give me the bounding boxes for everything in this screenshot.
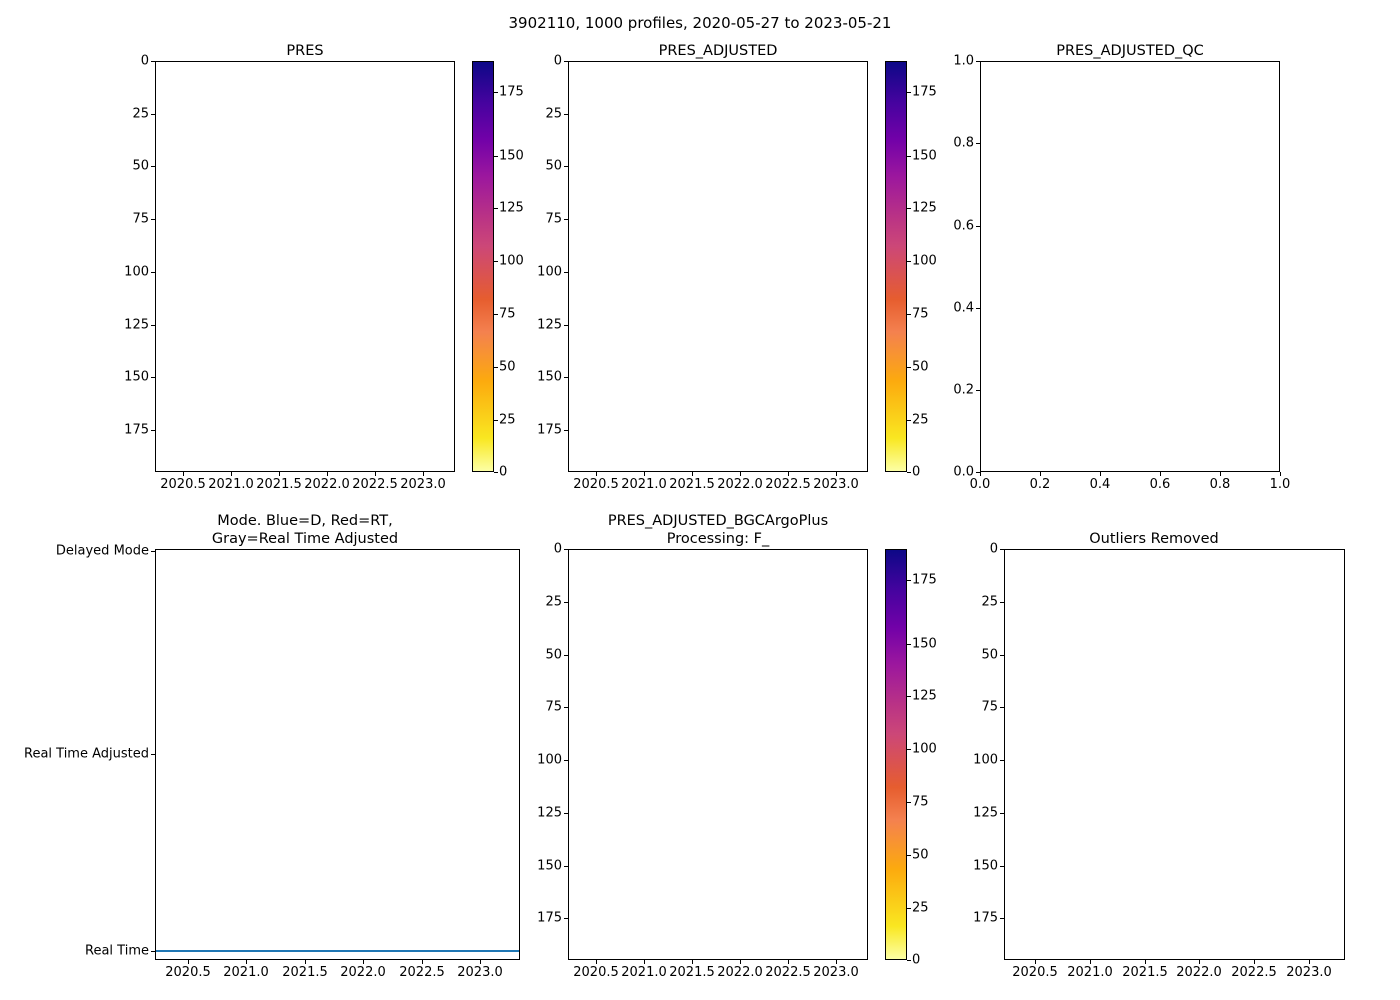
panel-pres-ytick-7: 175 xyxy=(124,422,149,438)
panel-pres-adjusted-xtick-5: 2023.0 xyxy=(813,477,859,492)
panel-pres-cbar-tick-0: 0 xyxy=(499,464,508,480)
panel-mode-ytick-0: Delayed Mode xyxy=(55,543,149,559)
panel-pres-adjusted-cbar-tick-2: 50 xyxy=(912,359,929,375)
panel-pres-ytick-0: 0 xyxy=(140,53,149,69)
panel-pres-adjusted-ytick-6: 150 xyxy=(537,369,562,385)
panel-pres-ytick-5: 125 xyxy=(124,317,149,333)
panel-pres-adjusted-qc-axes xyxy=(980,61,1280,472)
panel-mode-ytick-2: Real Time xyxy=(85,943,149,959)
panel-pres-adjusted-title: PRES_ADJUSTED xyxy=(658,43,778,59)
panel-pres-adjusted-ytick-0: 0 xyxy=(553,53,562,69)
panel-qc-ytick-3: 0.6 xyxy=(953,218,974,234)
panel-pres-adjusted-cbar-tick-3: 75 xyxy=(912,306,929,322)
panel-pres-xtick-3: 2022.0 xyxy=(304,477,350,492)
panel-pres-cbar-tick-3: 75 xyxy=(499,306,516,322)
panel-pres-adjusted-cbar-tick-7: 175 xyxy=(912,84,937,100)
panel-mode-series-line xyxy=(156,950,519,952)
panel-bgc-ytick-5: 125 xyxy=(537,805,562,821)
panel-outliers-ytick-2: 50 xyxy=(981,647,998,663)
panel-qc-xtick-1: 0.2 xyxy=(1029,477,1051,492)
panel-bgc-ytick-1: 25 xyxy=(545,594,562,610)
panel-bgc-title-line2: Processing: F_ xyxy=(666,531,770,547)
panel-bgc-ytick-4: 100 xyxy=(537,752,562,768)
panel-qc-ytick-4: 0.8 xyxy=(953,135,974,151)
panel-pres-xtick-5: 2023.0 xyxy=(400,477,446,492)
panel-outliers-xtick-3: 2022.0 xyxy=(1176,965,1222,980)
panel-bgc-ytick-3: 75 xyxy=(545,699,562,715)
panel-pres-adjusted-cbar-tick-1: 25 xyxy=(912,412,929,428)
panel-pres-adjusted-cbar-tick-4: 100 xyxy=(912,253,937,269)
panel-bgc-ytick-6: 150 xyxy=(537,858,562,874)
panel-outliers-ytick-0: 0 xyxy=(989,541,998,557)
panel-bgc-colorbar xyxy=(885,549,907,960)
panel-pres-ytick-3: 75 xyxy=(132,211,149,227)
panel-qc-ytick-2: 0.4 xyxy=(953,300,974,316)
panel-mode-title-line1: Mode. Blue=D, Red=RT, xyxy=(217,513,393,529)
panel-qc-xtick-0: 0.0 xyxy=(969,477,991,492)
panel-mode-xtick-0: 2020.5 xyxy=(165,965,211,980)
panel-mode-xtick-5: 2023.0 xyxy=(457,965,503,980)
panel-bgc-cbar-tick-1: 25 xyxy=(912,900,929,916)
panel-pres-xtick-1: 2021.0 xyxy=(208,477,254,492)
panel-pres-adjusted-xtick-1: 2021.0 xyxy=(621,477,667,492)
panel-outliers-ytick-1: 25 xyxy=(981,594,998,610)
panel-bgc-cbar-tick-3: 75 xyxy=(912,794,929,810)
panel-bgc-xtick-1: 2021.0 xyxy=(621,965,667,980)
panel-pres-ytick-6: 150 xyxy=(124,369,149,385)
panel-pres-adjusted-cbar-tick-6: 150 xyxy=(912,148,937,164)
panel-qc-ytick-1: 0.2 xyxy=(953,382,974,398)
panel-bgc-xtick-4: 2022.5 xyxy=(765,965,811,980)
panel-bgc-axes xyxy=(568,549,868,960)
panel-pres-xtick-2: 2021.5 xyxy=(256,477,302,492)
panel-pres-adjusted-xtick-2: 2021.5 xyxy=(669,477,715,492)
panel-pres-cbar-tick-1: 25 xyxy=(499,412,516,428)
panel-qc-xtick-3: 0.6 xyxy=(1149,477,1171,492)
panel-outliers-ytick-4: 100 xyxy=(973,752,998,768)
panel-pres-adjusted-xtick-4: 2022.5 xyxy=(765,477,811,492)
panel-bgc-xtick-5: 2023.0 xyxy=(813,965,859,980)
panel-pres-colorbar xyxy=(472,61,494,472)
panel-bgc-ytick-2: 50 xyxy=(545,647,562,663)
panel-pres-adjusted-ytick-1: 25 xyxy=(545,106,562,122)
panel-bgc-xtick-0: 2020.5 xyxy=(573,965,619,980)
panel-outliers-xtick-4: 2022.5 xyxy=(1231,965,1277,980)
panel-pres-adjusted-colorbar xyxy=(885,61,907,472)
panel-bgc-ytick-0: 0 xyxy=(553,541,562,557)
panel-pres-adjusted-cbar-tick-5: 125 xyxy=(912,200,937,216)
panel-bgc-xtick-3: 2022.0 xyxy=(717,965,763,980)
panel-pres-cbar-tick-4: 100 xyxy=(499,253,524,269)
panel-qc-xtick-4: 0.8 xyxy=(1209,477,1231,492)
panel-qc-xtick-5: 1.0 xyxy=(1269,477,1291,492)
panel-outliers-xtick-0: 2020.5 xyxy=(1012,965,1058,980)
panel-outliers-xtick-2: 2021.5 xyxy=(1122,965,1168,980)
panel-pres-adjusted-xtick-0: 2020.5 xyxy=(573,477,619,492)
panel-pres-adjusted-ytick-5: 125 xyxy=(537,317,562,333)
panel-pres-ytick-2: 50 xyxy=(132,158,149,174)
panel-bgc-cbar-tick-5: 125 xyxy=(912,688,937,704)
panel-bgc-cbar-tick-6: 150 xyxy=(912,636,937,652)
panel-pres-cbar-tick-6: 150 xyxy=(499,148,524,164)
panel-bgc-cbar-tick-2: 50 xyxy=(912,847,929,863)
panel-outliers-xtick-1: 2021.0 xyxy=(1067,965,1113,980)
panel-outliers-ytick-5: 125 xyxy=(973,805,998,821)
panel-pres-adjusted-ytick-7: 175 xyxy=(537,422,562,438)
panel-outliers-ytick-6: 150 xyxy=(973,858,998,874)
panel-mode-title-line2: Gray=Real Time Adjusted xyxy=(211,531,399,547)
panel-mode-xtick-3: 2022.0 xyxy=(340,965,386,980)
panel-pres-axes xyxy=(155,61,455,472)
panel-bgc-cbar-tick-7: 175 xyxy=(912,572,937,588)
panel-mode-xtick-4: 2022.5 xyxy=(399,965,445,980)
figure-suptitle: 3902110, 1000 profiles, 2020-05-27 to 2023-05-21 xyxy=(508,14,892,32)
panel-pres-adjusted-cbar-tick-0: 0 xyxy=(912,464,921,480)
panel-pres-title: PRES xyxy=(286,43,324,59)
panel-pres-xtick-0: 2020.5 xyxy=(160,477,206,492)
panel-qc-ytick-0: 0.0 xyxy=(953,464,974,480)
panel-bgc-cbar-tick-4: 100 xyxy=(912,741,937,757)
panel-pres-adjusted-ytick-4: 100 xyxy=(537,264,562,280)
panel-pres-ytick-4: 100 xyxy=(124,264,149,280)
panel-pres-xtick-4: 2022.5 xyxy=(352,477,398,492)
panel-bgc-xtick-2: 2021.5 xyxy=(669,965,715,980)
panel-pres-adjusted-xtick-3: 2022.0 xyxy=(717,477,763,492)
panel-outliers-xtick-5: 2023.0 xyxy=(1286,965,1332,980)
panel-pres-ytick-1: 25 xyxy=(132,106,149,122)
panel-pres-cbar-tick-5: 125 xyxy=(499,200,524,216)
panel-outliers-title: Outliers Removed xyxy=(1089,531,1219,547)
panel-bgc-cbar-tick-0: 0 xyxy=(912,952,921,968)
panel-mode-ytick-1: Real Time Adjusted xyxy=(24,746,149,762)
panel-pres-cbar-tick-7: 175 xyxy=(499,84,524,100)
panel-qc-xtick-2: 0.4 xyxy=(1089,477,1111,492)
panel-mode-xtick-1: 2021.0 xyxy=(223,965,269,980)
panel-outliers-ytick-3: 75 xyxy=(981,699,998,715)
panel-qc-ytick-5: 1.0 xyxy=(953,53,974,69)
panel-pres-adjusted-axes xyxy=(568,61,868,472)
panel-pres-adjusted-qc-title: PRES_ADJUSTED_QC xyxy=(1056,43,1204,59)
panel-pres-adjusted-ytick-2: 50 xyxy=(545,158,562,174)
panel-pres-cbar-tick-2: 50 xyxy=(499,359,516,375)
panel-bgc-ytick-7: 175 xyxy=(537,910,562,926)
panel-bgc-title-line1: PRES_ADJUSTED_BGCArgoPlus xyxy=(607,513,829,529)
panel-outliers-ytick-7: 175 xyxy=(973,910,998,926)
panel-mode-xtick-2: 2021.5 xyxy=(282,965,328,980)
panel-mode-axes xyxy=(155,549,520,960)
panel-pres-adjusted-ytick-3: 75 xyxy=(545,211,562,227)
panel-outliers-axes xyxy=(1004,549,1345,960)
